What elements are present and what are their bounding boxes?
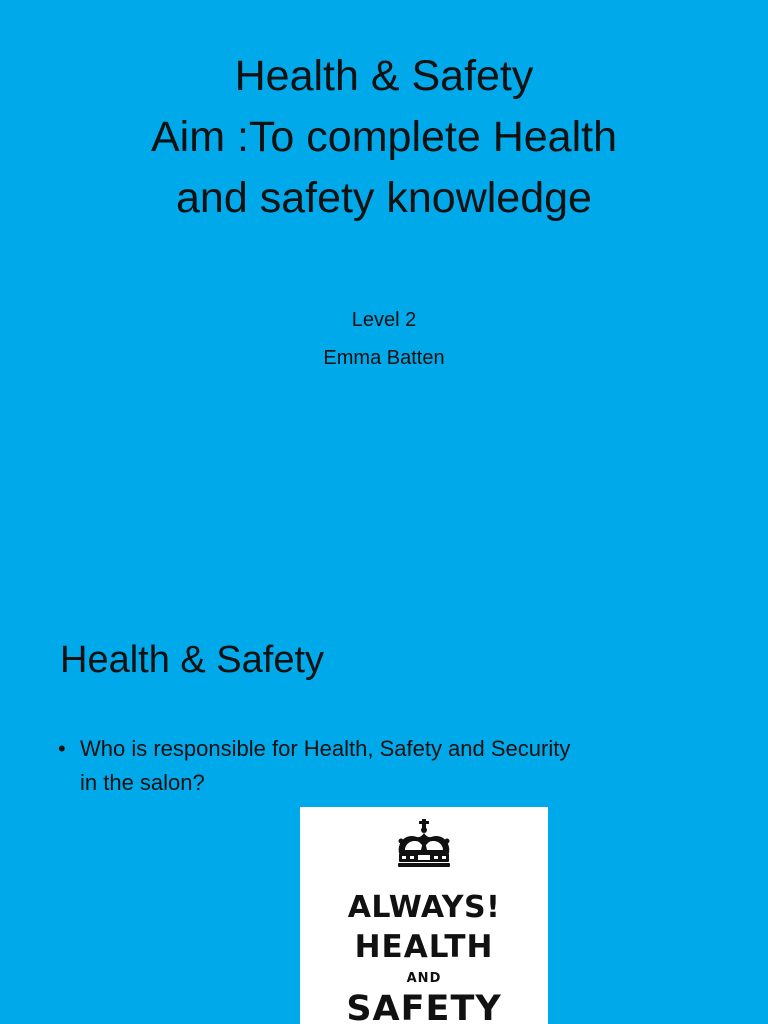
poster-line-and: AND bbox=[406, 971, 442, 986]
bullet-text bbox=[80, 732, 718, 800]
bullet-item bbox=[58, 732, 718, 800]
bullet-text-line-1: Who is responsible for Health, Safety and Security bbox=[80, 736, 571, 761]
poster-image bbox=[300, 807, 548, 1024]
bullet-text-line-2: in the salon? bbox=[80, 770, 205, 795]
slide-title-line-3: and safety knowledge bbox=[176, 174, 592, 222]
slide-title-line-2: Aim :To complete Health bbox=[150, 113, 618, 161]
poster-line-always: ALWAYS! bbox=[347, 890, 501, 925]
slide-title bbox=[0, 46, 768, 229]
bullet-symbol: • bbox=[58, 736, 66, 761]
slide-heading: Health & Safety bbox=[60, 639, 325, 681]
poster-line-health: HEALTH bbox=[354, 929, 494, 965]
subtitle-author: Emma Batten bbox=[323, 347, 445, 369]
subtitle-level: Level 2 bbox=[351, 309, 417, 331]
slide-title-line-1: Health & Safety bbox=[234, 52, 534, 100]
poster-line-safety: SAFETY bbox=[346, 989, 502, 1024]
crown-icon bbox=[393, 819, 455, 869]
